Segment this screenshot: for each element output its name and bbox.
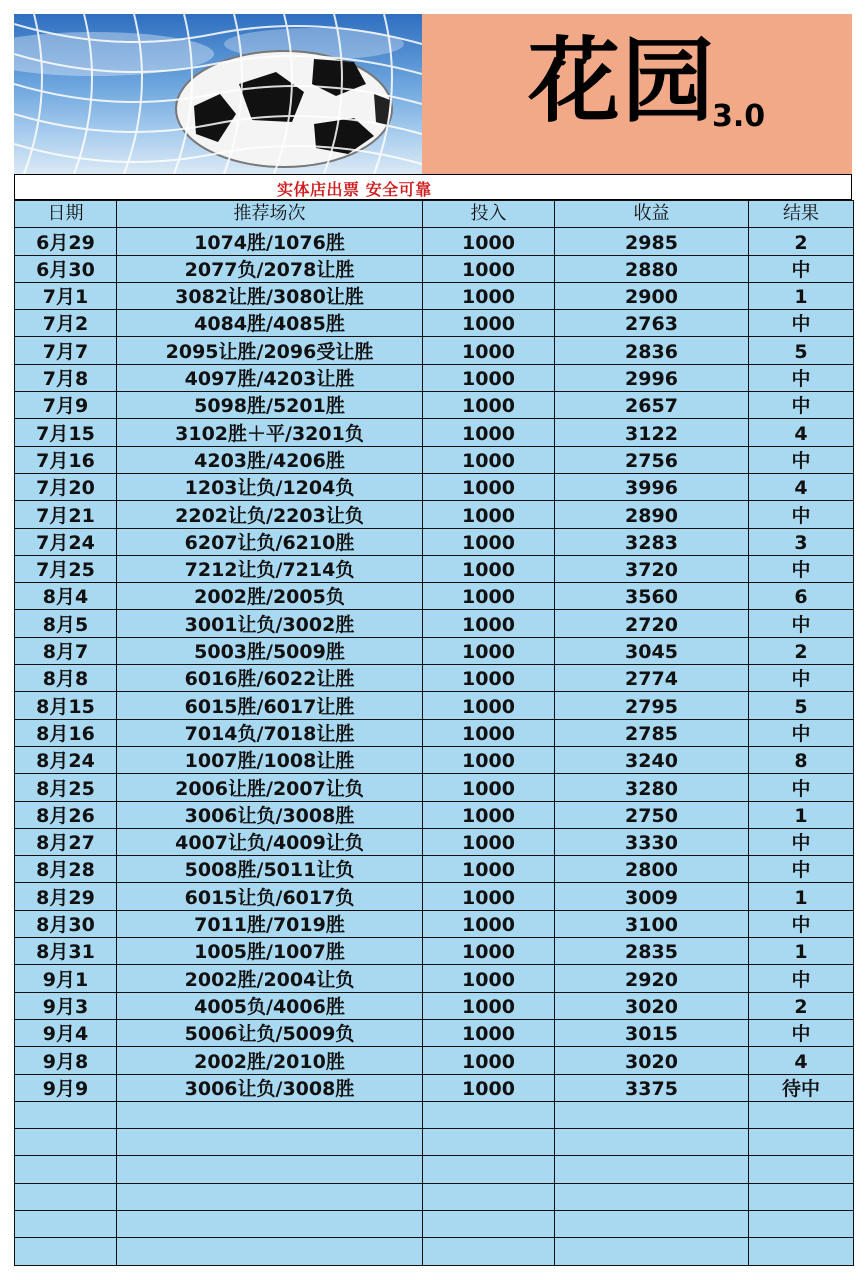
record-table <box>14 200 854 1266</box>
cell-return: 3100 <box>555 910 749 937</box>
cell-stake: 1000 <box>423 473 555 500</box>
cell-date: 8月30 <box>15 910 117 937</box>
cell-match: 4007让负/4009让负 <box>117 828 423 855</box>
table-row <box>15 282 854 309</box>
cell-stake <box>423 1101 555 1128</box>
cell-date: 8月24 <box>15 746 117 773</box>
cell-date <box>15 1156 117 1183</box>
cell-date: 8月4 <box>15 583 117 610</box>
cell-stake: 1000 <box>423 637 555 664</box>
cell-date: 7月7 <box>15 337 117 364</box>
cell-stake: 1000 <box>423 719 555 746</box>
cell-date: 7月24 <box>15 528 117 555</box>
header-banner <box>14 14 852 174</box>
cell-return: 3009 <box>555 883 749 910</box>
table-row <box>15 1183 854 1210</box>
cell-result: 中 <box>749 610 854 637</box>
cell-return: 3283 <box>555 528 749 555</box>
cell-stake: 1000 <box>423 282 555 309</box>
cell-stake: 1000 <box>423 992 555 1019</box>
cell-result: 中 <box>749 774 854 801</box>
table-row <box>15 856 854 883</box>
cell-match: 6015胜/6017让胜 <box>117 692 423 719</box>
cell-match: 2002胜/2010胜 <box>117 1047 423 1074</box>
cell-return: 2900 <box>555 282 749 309</box>
cell-result: 中 <box>749 446 854 473</box>
cell-date <box>15 1238 117 1265</box>
cell-stake: 1000 <box>423 337 555 364</box>
table-row <box>15 1047 854 1074</box>
cell-return: 3375 <box>555 1074 749 1101</box>
cell-result: 4 <box>749 419 854 446</box>
cell-match: 3102胜＋平/3201负 <box>117 419 423 446</box>
table-row <box>15 1074 854 1101</box>
cell-stake: 1000 <box>423 746 555 773</box>
cell-date <box>15 1183 117 1210</box>
cell-date: 8月15 <box>15 692 117 719</box>
table-row <box>15 583 854 610</box>
cell-match: 2006让胜/2007让负 <box>117 774 423 801</box>
cell-return: 3045 <box>555 637 749 664</box>
cell-result <box>749 1183 854 1210</box>
cell-date: 7月2 <box>15 310 117 337</box>
cell-stake: 1000 <box>423 856 555 883</box>
table-row <box>15 446 854 473</box>
cell-date <box>15 1129 117 1156</box>
cell-return <box>555 1183 749 1210</box>
cell-stake: 1000 <box>423 392 555 419</box>
cell-stake: 1000 <box>423 364 555 391</box>
cell-result: 中 <box>749 392 854 419</box>
cell-match: 4203胜/4206胜 <box>117 446 423 473</box>
cell-return <box>555 1210 749 1237</box>
cell-stake <box>423 1183 555 1210</box>
table-row <box>15 255 854 282</box>
cell-result: 8 <box>749 746 854 773</box>
subtitle-text: 实体店出票 安全可靠 <box>277 180 432 199</box>
column-header-date: 日期 <box>15 201 117 228</box>
table-row <box>15 610 854 637</box>
cell-return: 2720 <box>555 610 749 637</box>
cell-result <box>749 1156 854 1183</box>
cell-date: 8月26 <box>15 801 117 828</box>
table-row <box>15 1210 854 1237</box>
cell-date: 7月20 <box>15 473 117 500</box>
cell-return: 2836 <box>555 337 749 364</box>
cell-stake <box>423 1156 555 1183</box>
cell-result <box>749 1101 854 1128</box>
cell-stake: 1000 <box>423 1074 555 1101</box>
cell-match <box>117 1129 423 1156</box>
table-row <box>15 992 854 1019</box>
table-row <box>15 1156 854 1183</box>
cell-stake: 1000 <box>423 310 555 337</box>
cell-result: 中 <box>749 501 854 528</box>
cell-result: 5 <box>749 337 854 364</box>
cell-match: 4005负/4006胜 <box>117 992 423 1019</box>
cell-date: 8月7 <box>15 637 117 664</box>
subtitle-bar <box>14 174 852 200</box>
cell-result: 中 <box>749 719 854 746</box>
cell-stake: 1000 <box>423 883 555 910</box>
cell-stake: 1000 <box>423 1019 555 1046</box>
cell-return: 2996 <box>555 364 749 391</box>
cell-date: 7月16 <box>15 446 117 473</box>
table-row <box>15 364 854 391</box>
cell-result: 中 <box>749 1019 854 1046</box>
table-header-row <box>15 201 854 228</box>
cell-result <box>749 1129 854 1156</box>
cell-stake: 1000 <box>423 665 555 692</box>
cell-stake: 1000 <box>423 910 555 937</box>
column-header-return: 收益 <box>555 201 749 228</box>
cell-match: 2202让负/2203让负 <box>117 501 423 528</box>
table-row <box>15 1238 854 1265</box>
table-row <box>15 965 854 992</box>
cell-match: 7014负/7018让胜 <box>117 719 423 746</box>
cell-match: 1005胜/1007胜 <box>117 938 423 965</box>
table-row <box>15 1019 854 1046</box>
cell-return: 3020 <box>555 1047 749 1074</box>
cell-stake: 1000 <box>423 938 555 965</box>
cell-return: 3560 <box>555 583 749 610</box>
cell-return: 2763 <box>555 310 749 337</box>
table-row <box>15 528 854 555</box>
table-row <box>15 828 854 855</box>
cell-return: 2756 <box>555 446 749 473</box>
cell-match: 1203让负/1204负 <box>117 473 423 500</box>
cell-result: 2 <box>749 992 854 1019</box>
cell-stake <box>423 1210 555 1237</box>
cell-date: 8月29 <box>15 883 117 910</box>
cell-match: 4084胜/4085胜 <box>117 310 423 337</box>
cell-date: 8月27 <box>15 828 117 855</box>
cell-stake: 1000 <box>423 555 555 582</box>
cell-match: 3001让负/3002胜 <box>117 610 423 637</box>
cell-match: 3082让胜/3080让胜 <box>117 282 423 309</box>
cell-stake <box>423 1238 555 1265</box>
cell-match: 5098胜/5201胜 <box>117 392 423 419</box>
table-row <box>15 1129 854 1156</box>
cell-match <box>117 1183 423 1210</box>
cell-return <box>555 1129 749 1156</box>
cell-return: 3020 <box>555 992 749 1019</box>
cell-return: 2800 <box>555 856 749 883</box>
cell-return <box>555 1101 749 1128</box>
cell-match <box>117 1210 423 1237</box>
column-header-match: 推荐场次 <box>117 201 423 228</box>
cell-result: 待中 <box>749 1074 854 1101</box>
cell-match: 2077负/2078让胜 <box>117 255 423 282</box>
cell-return: 2890 <box>555 501 749 528</box>
cell-date <box>15 1101 117 1128</box>
cell-date: 8月28 <box>15 856 117 883</box>
soccer-net-photo <box>14 14 422 174</box>
table-row <box>15 692 854 719</box>
table-row <box>15 392 854 419</box>
cell-date <box>15 1210 117 1237</box>
cell-result: 4 <box>749 473 854 500</box>
cell-date: 9月4 <box>15 1019 117 1046</box>
cell-match: 7212让负/7214负 <box>117 555 423 582</box>
table-row <box>15 473 854 500</box>
cell-result: 中 <box>749 910 854 937</box>
cell-return: 3996 <box>555 473 749 500</box>
cell-match: 4097胜/4203让胜 <box>117 364 423 391</box>
cell-match <box>117 1238 423 1265</box>
cell-result: 2 <box>749 228 854 255</box>
table-row <box>15 883 854 910</box>
cell-result: 中 <box>749 555 854 582</box>
table-row <box>15 1101 854 1128</box>
cell-date: 9月8 <box>15 1047 117 1074</box>
table-row <box>15 555 854 582</box>
cell-match: 1074胜/1076胜 <box>117 228 423 255</box>
soccer-ball-in-net-image <box>14 14 422 174</box>
title-panel <box>422 14 852 174</box>
cell-return: 2785 <box>555 719 749 746</box>
cell-result: 中 <box>749 310 854 337</box>
cell-date: 9月1 <box>15 965 117 992</box>
cell-return: 2657 <box>555 392 749 419</box>
cell-result: 3 <box>749 528 854 555</box>
cell-stake: 1000 <box>423 255 555 282</box>
cell-stake: 1000 <box>423 501 555 528</box>
cell-date: 7月25 <box>15 555 117 582</box>
table-body <box>15 228 854 1265</box>
cell-result: 中 <box>749 364 854 391</box>
cell-date: 8月8 <box>15 665 117 692</box>
cell-stake: 1000 <box>423 801 555 828</box>
cell-return: 2835 <box>555 938 749 965</box>
title-version: 3.0 <box>712 99 766 134</box>
table-row <box>15 501 854 528</box>
cell-date: 7月8 <box>15 364 117 391</box>
cell-result: 2 <box>749 637 854 664</box>
cell-match: 5003胜/5009胜 <box>117 637 423 664</box>
cell-stake: 1000 <box>423 446 555 473</box>
cell-result: 6 <box>749 583 854 610</box>
cell-match: 2002胜/2005负 <box>117 583 423 610</box>
cell-result <box>749 1210 854 1237</box>
cell-date: 6月30 <box>15 255 117 282</box>
table-row <box>15 719 854 746</box>
cell-result: 中 <box>749 665 854 692</box>
cell-stake: 1000 <box>423 774 555 801</box>
cell-stake: 1000 <box>423 965 555 992</box>
cell-result: 1 <box>749 883 854 910</box>
cell-date: 8月16 <box>15 719 117 746</box>
table-row <box>15 910 854 937</box>
cell-match: 5008胜/5011让负 <box>117 856 423 883</box>
cell-date: 8月31 <box>15 938 117 965</box>
cell-return: 3122 <box>555 419 749 446</box>
cell-return: 2774 <box>555 665 749 692</box>
cell-return: 3330 <box>555 828 749 855</box>
cell-result: 4 <box>749 1047 854 1074</box>
column-header-stake: 投入 <box>423 201 555 228</box>
cell-result: 中 <box>749 856 854 883</box>
cell-date: 7月9 <box>15 392 117 419</box>
cell-match <box>117 1101 423 1128</box>
table-row <box>15 665 854 692</box>
cell-return: 2795 <box>555 692 749 719</box>
cell-stake <box>423 1129 555 1156</box>
cell-result: 中 <box>749 255 854 282</box>
cell-return: 3280 <box>555 774 749 801</box>
cell-match: 6016胜/6022让胜 <box>117 665 423 692</box>
cell-stake: 1000 <box>423 228 555 255</box>
cell-result: 中 <box>749 965 854 992</box>
table-row <box>15 801 854 828</box>
cell-date: 9月3 <box>15 992 117 1019</box>
cell-match: 6015让负/6017负 <box>117 883 423 910</box>
cell-return: 3720 <box>555 555 749 582</box>
table-row <box>15 419 854 446</box>
page-title: 花园 <box>528 28 717 135</box>
cell-date: 7月15 <box>15 419 117 446</box>
cell-return <box>555 1238 749 1265</box>
cell-stake: 1000 <box>423 419 555 446</box>
cell-return: 3240 <box>555 746 749 773</box>
cell-return: 2985 <box>555 228 749 255</box>
cell-stake: 1000 <box>423 583 555 610</box>
cell-result: 1 <box>749 938 854 965</box>
cell-stake: 1000 <box>423 1047 555 1074</box>
cell-date: 9月9 <box>15 1074 117 1101</box>
table-row <box>15 774 854 801</box>
cell-date: 7月21 <box>15 501 117 528</box>
cell-match: 7011胜/7019胜 <box>117 910 423 937</box>
cell-stake: 1000 <box>423 692 555 719</box>
cell-match: 2002胜/2004让负 <box>117 965 423 992</box>
cell-date: 6月29 <box>15 228 117 255</box>
cell-date: 7月1 <box>15 282 117 309</box>
cell-stake: 1000 <box>423 610 555 637</box>
cell-match: 3006让负/3008胜 <box>117 1074 423 1101</box>
cell-result: 1 <box>749 282 854 309</box>
column-header-result: 结果 <box>749 201 854 228</box>
cell-match <box>117 1156 423 1183</box>
cell-stake: 1000 <box>423 528 555 555</box>
cell-result: 中 <box>749 828 854 855</box>
cell-return: 2920 <box>555 965 749 992</box>
cell-stake: 1000 <box>423 828 555 855</box>
cell-match: 1007胜/1008让胜 <box>117 746 423 773</box>
cell-result: 1 <box>749 801 854 828</box>
cell-return <box>555 1156 749 1183</box>
cell-date: 8月25 <box>15 774 117 801</box>
cell-match: 3006让负/3008胜 <box>117 801 423 828</box>
cell-return: 3015 <box>555 1019 749 1046</box>
cell-return: 2750 <box>555 801 749 828</box>
cell-match: 6207让负/6210胜 <box>117 528 423 555</box>
cell-match: 5006让负/5009负 <box>117 1019 423 1046</box>
table-row <box>15 310 854 337</box>
cell-result <box>749 1238 854 1265</box>
cell-date: 8月5 <box>15 610 117 637</box>
table-row <box>15 637 854 664</box>
table-row <box>15 337 854 364</box>
table-row <box>15 746 854 773</box>
table-row <box>15 938 854 965</box>
cell-result: 5 <box>749 692 854 719</box>
cell-return: 2880 <box>555 255 749 282</box>
table-row <box>15 228 854 255</box>
cell-match: 2095让胜/2096受让胜 <box>117 337 423 364</box>
